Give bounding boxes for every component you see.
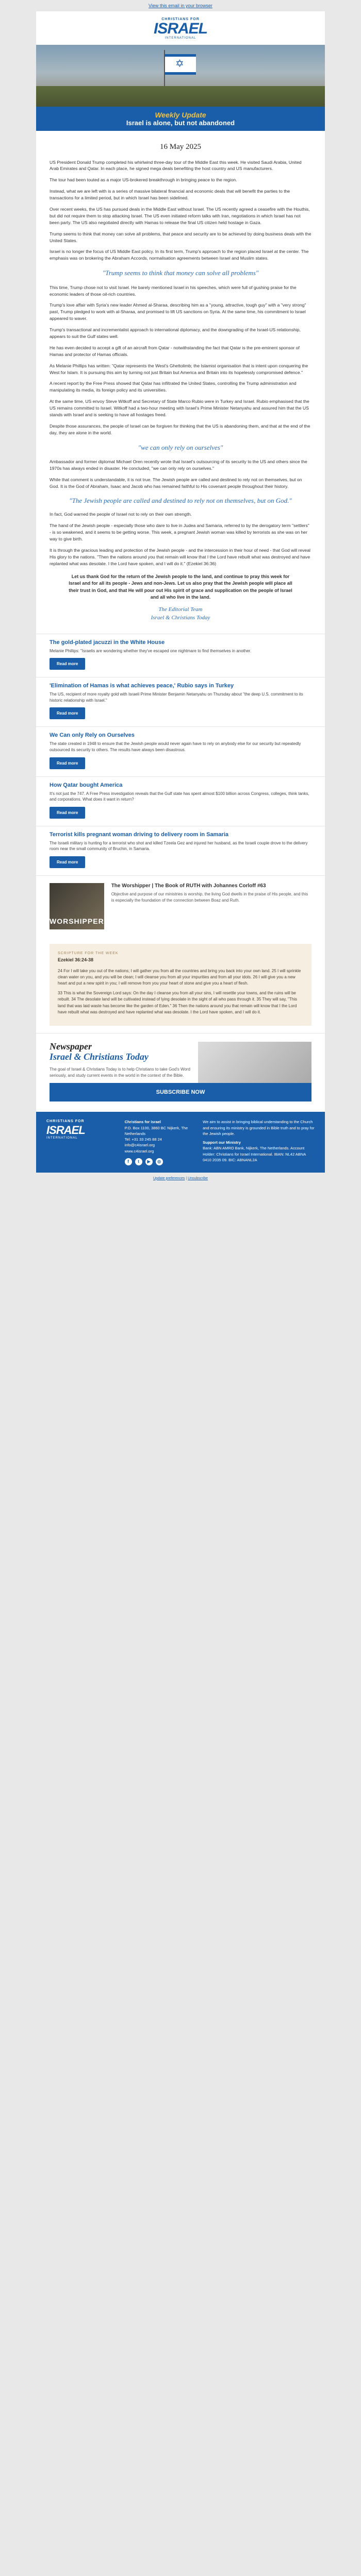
unsubscribe-bar: Update preferences | Unsubscribe: [153, 1176, 208, 1180]
article-paragraph: Trump seems to think that money can solve all problems, that peace and security are to be achieved by doing business deals with the United States.: [50, 231, 311, 243]
signature: [50, 605, 311, 622]
story-excerpt: The state created in 1948 to ensure that the Jewish people would never again have to rely on anybody else for our security but repeatedly outsourced its security to others. The results have always been disastrous.: [50, 741, 301, 752]
footer-org-name: Christians for Israel: [124, 1120, 161, 1125]
article-paragraph: Despite those assurances, the people of Israel can be forgiven for thinking that the US is abandoning them, and that at the end of the day, they are alone in the world.: [50, 423, 310, 435]
article-paragraph: The hand of the Jewish people - especially those who dare to live in Judea and Samaria, referred to by the derogatory term "settlers" - is so weakened, and it seems to be getting worse. This week, a pregnant Jewish woman was killed by terrorists as she was on her way to give birth.: [50, 523, 309, 541]
signature-line-1: The Editorial Team: [158, 606, 203, 613]
logo-small-text: CHRISTIANS FOR: [161, 18, 200, 21]
footer-bank-details: Bank: ABN AMRO Bank, Nijkerk, The Netherlands. Account Holder: Christians for Israel International. IBAN: NL42 ABNA 0410 2035 09. BIC: ABNANL2A: [203, 1146, 306, 1162]
newspaper-promo: [36, 1033, 325, 1112]
hero-image: [36, 45, 325, 107]
story-card: [36, 634, 325, 677]
scripture-text: 33 This is what the Sovereign Lord says: On the day I cleanse you from all your sins, I will resettle your towns, and the ruins will be rebuilt. 34 The desolate land will be cultivated instead of lying desolate in the sight of all who pass through it. 35 They will say, "This land that was laid waste has become like the garden of Eden." 36 Then the nations around you that remain will know that I the Lord have rebuilt what was destroyed and have replanted what was desolate. I the Lord have spoken, and I will do it.: [58, 990, 297, 1015]
story-excerpt: The Israeli military is hunting for a terrorist who shot and killed Tzeela Gez and injured her husband, as the Israeli couple drove to the delivery room near the small community of Bruchin, in Samaria.: [50, 840, 308, 852]
worship-section: [36, 875, 325, 937]
worship-description: Objective and purpose of our ministries is worship, the living God dwells in the praise of His people, and this is especially the foundation of the connection between Boaz and Ruth.: [111, 891, 308, 903]
story-card: [36, 776, 325, 826]
story-title[interactable]: The gold-plated jacuzzi in the White House: [50, 639, 165, 646]
footer-logo-big: ISRAEL: [46, 1123, 85, 1137]
trees-decoration: [36, 86, 325, 107]
worship-title[interactable]: The Worshipper | The Book of RUTH with Johannes Corloff #63: [111, 883, 266, 889]
scripture-label: SCRIPTURE FOR THE WEEK: [58, 951, 119, 955]
newspaper-description: The goal of Israel & Christians Today is to help Christians to take God's Word seriously, and study current events in the world in the context of the Bible.: [50, 1067, 190, 1078]
youtube-icon[interactable]: ▶: [145, 1158, 153, 1165]
footer-support-heading: Support our Ministry: [203, 1140, 241, 1145]
footer-logo-sub: INTERNATIONAL: [46, 1136, 78, 1140]
header-logo[interactable]: [36, 11, 325, 45]
read-more-button[interactable]: Read more: [50, 707, 85, 719]
article-paragraph: Over recent weeks, the US has pursued deals in the Middle East without Israel. The US recently agreed a ceasefire with the Houthis, but did not require them to stop attacking Israel. The US even initiated reform talks with Iran, negotiations in which Israel has not been party. The US also negotiated directly with Hamas to release the final US citizen held hostage in Gaza.: [50, 206, 310, 225]
banner-kicker: Weekly Update: [155, 111, 206, 119]
article-paragraph: Trump's love affair with Syria's new leader Ahmed al-Sharaa, describing him as a "young, attractive, tough guy" with a "very strong" past, Trump pledged to work with al-Sharaa, and promised to lift US sanctions on Syria. At the same time, his commitment to Israel appeared to waver.: [50, 302, 306, 321]
footer: [36, 1112, 325, 1173]
signature-line-2: Israel & Christians Today: [151, 615, 210, 621]
article-paragraph: Trump's transactional and incrementalist approach to international diplomacy, and the downgrading of the Israel-US relationship, appears to suit the Gulf states well.: [50, 327, 301, 340]
worship-thumbnail[interactable]: WORSHIPPER: [50, 883, 104, 929]
email-container: [36, 11, 325, 1173]
logo-sub-text: INTERNATIONAL: [165, 37, 196, 40]
article-paragraph: Instead, what we are left with is a series of massive bilateral financial and economic deals that will benefit the parties to the transactions for a limited period, but in which Israel has been sidelined.: [50, 189, 290, 201]
newspaper-image: [198, 1042, 311, 1083]
title-banner: [36, 107, 325, 131]
read-more-button[interactable]: Read more: [50, 658, 85, 670]
main-article: [36, 131, 325, 634]
footer-mission-text: We aim to assist in bringing biblical understanding to the Church and ensuring its ministry is grounded in Bible truth and to pray for the Jewish people.: [203, 1120, 315, 1136]
story-card: [36, 826, 325, 875]
unsubscribe-link[interactable]: Unsubscribe: [188, 1176, 208, 1180]
story-title[interactable]: Terrorist kills pregnant woman driving to delivery room in Samaria: [50, 831, 228, 838]
facebook-icon[interactable]: f: [125, 1158, 132, 1165]
article-paragraph: It is through the gracious leading and protection of the Jewish people - and the intercession in their hour of need - that God will reveal His glory to the nations. "Then the nations around you that remain will know that I the Lord have rebuilt what was destroyed and have replanted what was desolate. I the Lord have spoken, and I will do it." (Ezekiel 36:36): [50, 547, 310, 566]
read-more-button[interactable]: Read more: [50, 757, 85, 769]
story-title[interactable]: We Can only Rely on Ourselves: [50, 732, 135, 739]
pull-quote: "we can only rely on ourselves": [138, 443, 223, 451]
read-more-button[interactable]: Read more: [50, 807, 85, 819]
subscribe-button[interactable]: SUBSCRIBE NOW: [50, 1083, 311, 1101]
footer-mission-column: [203, 1119, 315, 1165]
article-paragraph: This time, Trump chose not to visit Israel. He barely mentioned Israel in his speeches, which were full of gushing praise for the economic leaders of those oil-rich countries.: [50, 284, 297, 297]
pull-quote: "Trump seems to think that money can solve all problems": [102, 269, 259, 277]
article-paragraph: In fact, God warned the people of Israel not to rely on their own strength.: [50, 512, 192, 517]
footer-website-link[interactable]: www.c4israel.org: [124, 1148, 154, 1154]
scripture-box: [50, 944, 311, 1026]
article-paragraph: As Melanie Phillips has written: "Qatar represents the West's Ghettolimb; the Islamist organisation that is intent upon conquering the West for Islam. It is pursuing this aim by turning not just Britain but America and Britain into its hopelessly compromised defence.": [50, 363, 308, 375]
social-icons: [125, 1158, 195, 1165]
view-in-browser-link[interactable]: View this email in your browser: [149, 3, 212, 8]
footer-address: P.O. Box 1100, 3860 BC Nijkerk, The Netherlands: [124, 1125, 188, 1136]
footer-email-link[interactable]: info@c4israel.org: [124, 1143, 155, 1148]
twitter-icon[interactable]: t: [135, 1158, 142, 1165]
footer-logo-small: CHRISTIANS FOR: [46, 1120, 85, 1124]
article-paragraph: Ambassador and former diplomat Michael Oren recently wrote that Israel's outsourcing of its security to the US and others since the 1970s has always ended in disaster. He concluded, "we can only rely on ourselves.": [50, 459, 307, 471]
article-paragraph: While that comment is understandable, it is not true. The Jewish people are called and destined to rely not on themselves, but on God. It is the God of Abraham, Isaac and Jacob who has remained faithful to His covenant people throughout their history.: [50, 477, 302, 489]
story-title[interactable]: 'Elimination of Hamas is what achieves peace,' Rubio says in Turkey: [50, 683, 234, 689]
article-paragraph: At the same time, US envoy Steve Witkoff and Secretary of State Marco Rubio were in Turkey and Israel. Rubio emphasised that the US remains committed to Israel. Witkoff had a two-hour meeting with Israel's Prime Minister Netanyahu and assured him that the US stands with Israel and is seeking to have all hostages freed.: [50, 399, 309, 418]
article-date: 16 May 2025: [160, 143, 201, 151]
footer-logo-column: [46, 1119, 117, 1165]
footer-phone: Tel: +31 33 245 88 24: [124, 1137, 162, 1142]
article-paragraph: US President Donald Trump completed his whirlwind three-day tour of the Middle East this week. He visited Saudi Arabia, United Arab Emirates and Qatar. In each place, he signed mega deals benefiting the host country and US manufacturers.: [50, 159, 302, 172]
scripture-reference: Ezekiel 36:24-38: [58, 957, 94, 962]
story-excerpt: Melanie Phillips: "Israelis are wondering whether they've escaped one nightmare to find themselves in another.: [50, 648, 252, 653]
footer-contact-column: [125, 1119, 195, 1165]
story-title[interactable]: How Qatar bought America: [50, 782, 123, 788]
article-paragraph: A recent report by the Free Press showed that Qatar has infiltrated the United States, controlling the Trump administration and manipulating its media, its foreign policy and its universities.: [50, 381, 297, 393]
story-excerpt: The US, recipient of more royalty gold with Israeli Prime Minister Benjamin Netanyahu on Thursday about "the deep U.S. commitment to its historic relationship with Israel.": [50, 692, 303, 703]
article-paragraph: He has even decided to accept a gift of an aircraft from Qatar - notwithstanding the fact that Qatar is the pre-eminent sponsor of Hamas and protector of Hamas officials.: [50, 345, 300, 357]
story-card: [36, 677, 325, 726]
browser-link-bar: [36, 0, 325, 11]
pull-quote: "The Jewish people are called and destined to rely not on themselves, but on God.": [69, 496, 292, 504]
story-card: [36, 726, 325, 776]
worship-text: [111, 883, 311, 929]
story-excerpt: It's not just the 747. A Free Press investigation reveals that the Gulf state has spent almost $100 billion across Congress, colleges, think tanks, and corporations. What does it want in return?: [50, 791, 309, 802]
article-paragraph: The tour had been touted as a major US-brokered breakthrough in bringing peace to the region.: [50, 177, 237, 183]
scripture-text: 24 For I will take you out of the nations; I will gather you from all the countries and bring you back into your own land. 25 I will sprinkle clean water on you, and you will be clean; I will cleanse you from all your impurities and from all your idols. 26 I will give you a new heart and put a new spirit in you; I will remove from you your heart of stone and give you a heart of flesh.: [58, 968, 301, 986]
banner-headline: Israel is alone, but not abandoned: [126, 119, 235, 127]
newspaper-title-line-1: Newspaper: [50, 1041, 92, 1052]
star-of-david-icon: ✡: [175, 58, 184, 70]
update-preferences-link[interactable]: Update preferences: [153, 1176, 185, 1180]
newspaper-title-line-2: Israel & Christians Today: [50, 1052, 149, 1062]
read-more-button[interactable]: Read more: [50, 856, 85, 868]
closing-prayer: Let us thank God for the return of the Jewish people to the land, and continue to pray this week for Israel and for all its people - Jews and non-Jews. Let us also pray that the Jewish people will place all their trust in God, and that He will pour out His spirit of grace and supplication on the people of Israel and all who live in the land.: [69, 573, 292, 600]
article-paragraph: Israel is no longer the focus of US Middle East policy. In its first term, Trump's approach to the region placed Israel at the center. The emphasis was on brokering the Abraham Accords, normalisation agreements between Israel and Muslim states.: [50, 249, 309, 261]
logo-big-text: ISRAEL: [153, 20, 207, 37]
instagram-icon[interactable]: ◎: [156, 1158, 163, 1165]
